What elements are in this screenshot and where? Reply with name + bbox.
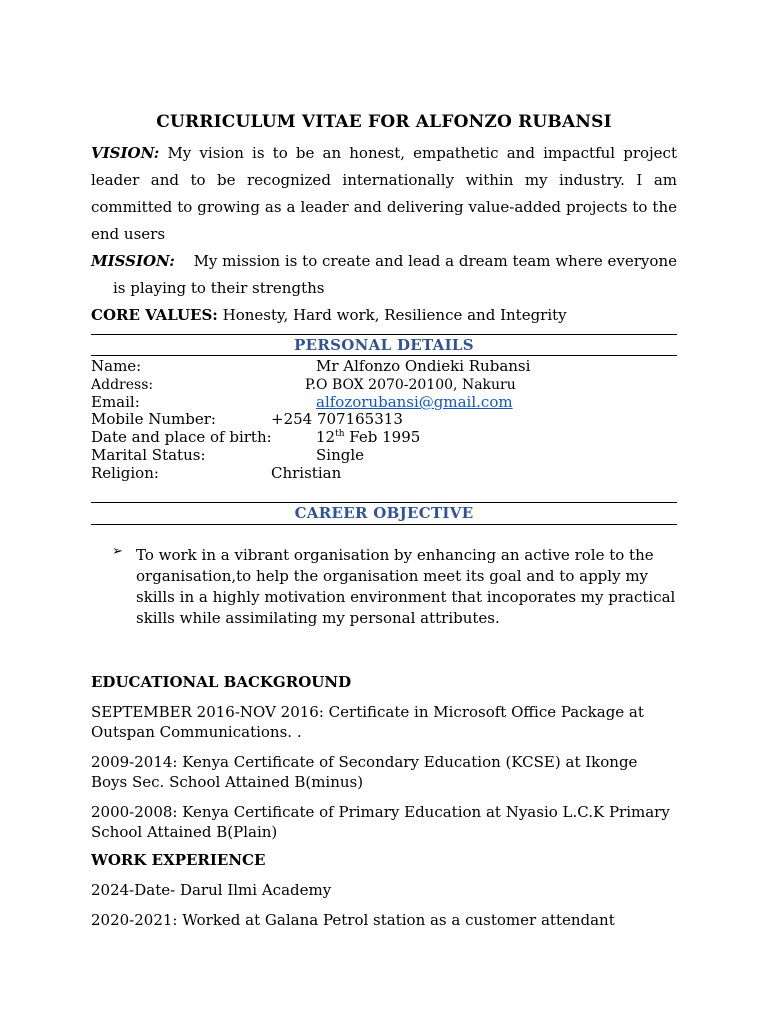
work-item: 2024-Date- Darul Ilmi Academy: [91, 881, 332, 899]
mobile-value: +254 707165313: [271, 410, 403, 428]
marital-value: Single: [316, 446, 365, 464]
personal-details-heading: PERSONAL DETAILS: [294, 336, 474, 354]
core-values-label: CORE VALUES:: [91, 306, 218, 324]
career-objective-heading: CAREER OBJECTIVE: [294, 504, 474, 522]
education-heading: EDUCATIONAL BACKGROUND: [91, 673, 352, 691]
mobile-label: Mobile Number:: [91, 410, 216, 428]
dob-label: Date and place of birth:: [91, 428, 272, 446]
education-item: 2009-2014: Kenya Certificate of Secondary Education (KCSE) at Ikonge Boys Sec. School Attained B(minus): [91, 753, 638, 791]
email-label: Email:: [91, 393, 140, 411]
education-item: SEPTEMBER 2016-NOV 2016: Certificate in Microsoft Office Package at Outspan Communications. .: [91, 703, 644, 741]
section-divider: [91, 502, 677, 503]
core-values-paragraph: [91, 302, 677, 329]
section-divider: [91, 334, 677, 335]
work-experience-heading: WORK EXPERIENCE: [91, 851, 266, 869]
mission-label: MISSION:: [91, 252, 175, 270]
work-item: 2020-2021: Worked at Galana Petrol station as a customer attendant: [91, 911, 615, 929]
religion-value: Christian: [271, 464, 342, 482]
religion-label: Religion:: [91, 464, 159, 482]
mission-text: My mission is to create and lead a dream team where everyone is playing to their strengths: [113, 252, 677, 297]
mission-paragraph: [91, 248, 677, 302]
dob-value: 12th Feb 1995: [316, 428, 421, 446]
address-label: Address:: [91, 377, 154, 393]
section-divider: [91, 524, 677, 525]
marital-label: Marital Status:: [91, 446, 206, 464]
name-value: Mr Alfonzo Ondieki Rubansi: [316, 357, 531, 375]
name-label: Name:: [91, 357, 142, 375]
address-value: P.O BOX 2070-20100, Nakuru: [305, 377, 516, 393]
career-objective-text: To work in a vibrant organisation by enhancing an active role to the organisation,to help the organisation meet its goal and to apply my skills in a highly motivation environment that incoporates my practical skills while assimilating my personal attributes.: [136, 546, 676, 627]
core-values-text: Honesty, Hard work, Resilience and Integrity: [222, 306, 567, 324]
vision-label: VISION:: [91, 144, 160, 162]
vision-paragraph: [91, 140, 677, 248]
education-item: 2000-2008: Kenya Certificate of Primary Education at Nyasio L.C.K Primary School Attained B(Plain): [91, 803, 670, 841]
section-divider: [91, 355, 677, 356]
document-title: CURRICULUM VITAE FOR ALFONZO RUBANSI: [156, 112, 612, 132]
arrow-bullet-icon: ➢: [112, 544, 123, 559]
vision-text: My vision is to be an honest, empathetic and impactful project leader and to be recognized internationally within my industry. I am committed to growing as a leader and delivering value-added projects to the end users: [91, 144, 677, 243]
email-link[interactable]: alfozorubansi@gmail.com: [316, 393, 513, 411]
